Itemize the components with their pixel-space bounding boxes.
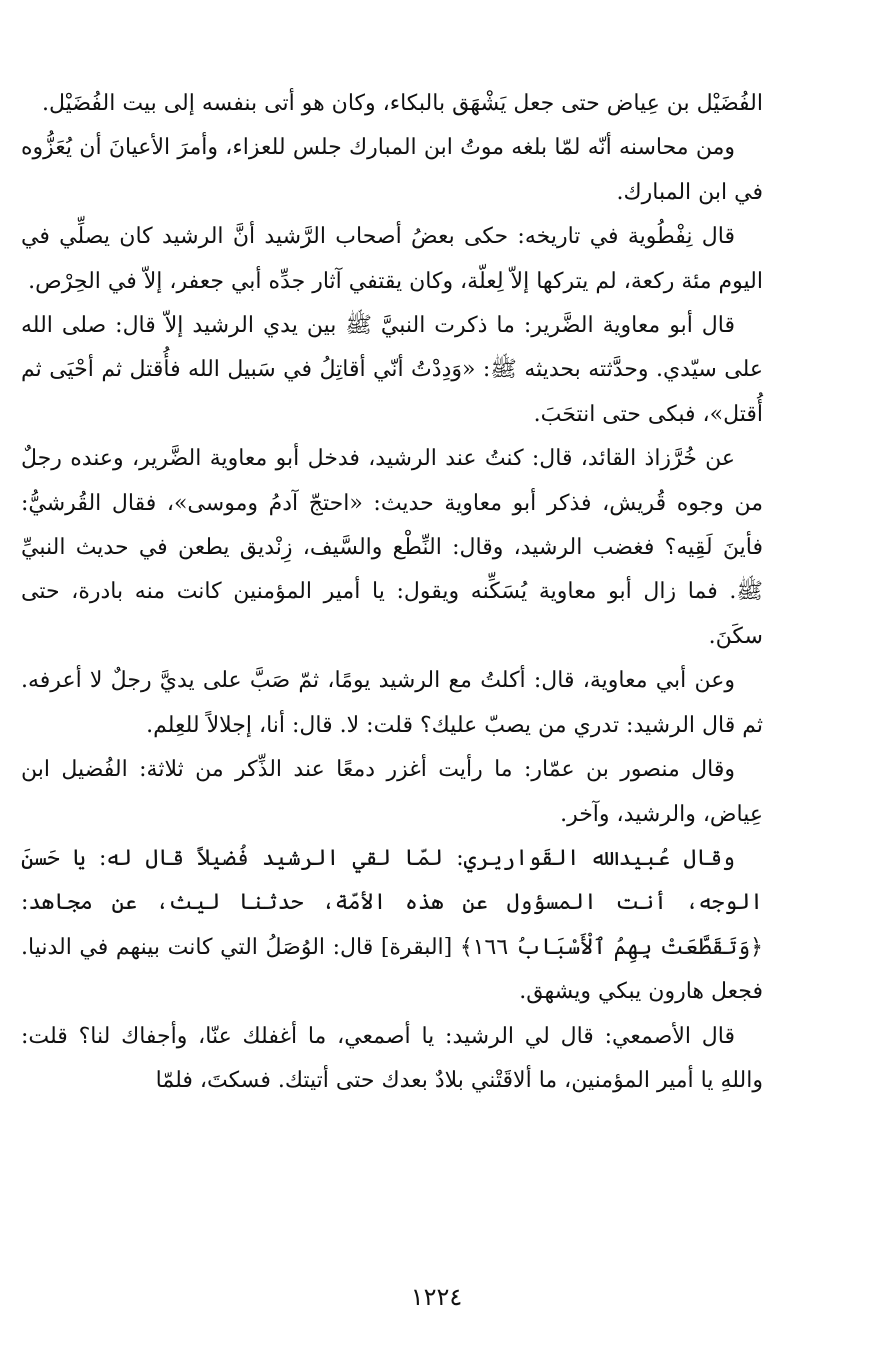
paragraph-3: قال نِفْطُوية في تاريخه: حكى بعضُ أصحاب الرَّشيد أنَّ الرشيد كان يصلِّي في اليوم مئة ركعة، لم يتركها إلاّ لِعلّة، وكان يقتفي آثار جدِّه أبي جعفر، إلاّ في الحِرْص. xyxy=(21,224,763,294)
paragraph-8: وقال عُبيدالله القَواريري: لمّا لقي الرشيد فُضيلاً قال له: يا حَسنَ الوجه، أنت المسؤول عن هذه الأمّة، حدثنا ليث، عن مجاهد: ﴿وَتَقَطَّعَتْ بِهِمُ ٱلْأَسْبَابُ ١٦٦﴾ [البقرة] قال: الوُصَلُ التي كانت بينهم في الدنيا. فجعل هارون يبكي ويشهق. xyxy=(21,845,763,1005)
paragraph-2: ومن محاسنه أنّه لمّا بلغه موتُ ابن المبارك جلس للعزاء، وأمرَ الأعيانَ أن يُعَزُّوه في ابن المبارك. xyxy=(21,135,763,205)
page-number: ١٢٢٤ xyxy=(410,1283,463,1311)
paragraph-5: عن خُرَّزاذ القائد، قال: كنتُ عند الرشيد، فدخل أبو معاوية الضَّرير، وعنده رجلٌ من وجوه قُريش، فذكر أبو معاوية حديث: «احتجّ آدمُ وموسى»، فقال القُرشيُّ: فأينَ لَقِيه؟ فغضب الرشيد، وقال: النِّطْع والسَّيف، زِنْديق يطعن في حديث النبيِّ ﷺ. فما زال أبو معاوية يُسَكِّنه ويقول: يا أمير المؤمنين كانت منه بادرة، حتى سكَنَ. xyxy=(21,446,763,649)
paragraph-9: قال الأصمعي: قال لي الرشيد: يا أصمعي، ما أغفلك عنّا، وأجفاك لنا؟ قلت: واللهِ يا أمير المؤمنين، ما ألاقَتْني بلادٌ بعدك حتى أتيتك. فسكتَ، فلمّا xyxy=(21,1023,763,1093)
paragraph-6: وعن أبي معاوية، قال: أكلتُ مع الرشيد يومًا، ثمّ صَبَّ على يديَّ رجلٌ لا أعرفه. ثم قال الرشيد: تدري من يصبّ عليك؟ قلت: لا. قال: أنا، إجلالاً للعِلم. xyxy=(21,668,763,738)
paragraph-1: الفُضَيْل بن عِياض حتى جعل يَشْهَق بالبكاء، وكان هو أتى بنفسه إلى بيت الفُضَيْل. xyxy=(42,91,763,116)
paragraph-7: وقال منصور بن عمّار: ما رأيت أغزر دمعًا عند الذِّكر من ثلاثة: الفُضيل ابن عِياض، والرشيد، وآخر. xyxy=(21,757,763,827)
page-body-text xyxy=(21,82,763,1103)
paragraph-4: قال أبو معاوية الضَّرير: ما ذكرت النبيَّ ﷺ بين يدي الرشيد إلاّ قال: صلى الله على سيّدي. وحدَّثته بحديثه ﷺ: «وَدِدْتُ أنّي أقاتِلُ في سَبيل الله فأُقتل ثم أحْيَى ثم أُقتل»، فبكى حتى انتحَبَ. xyxy=(21,313,763,427)
